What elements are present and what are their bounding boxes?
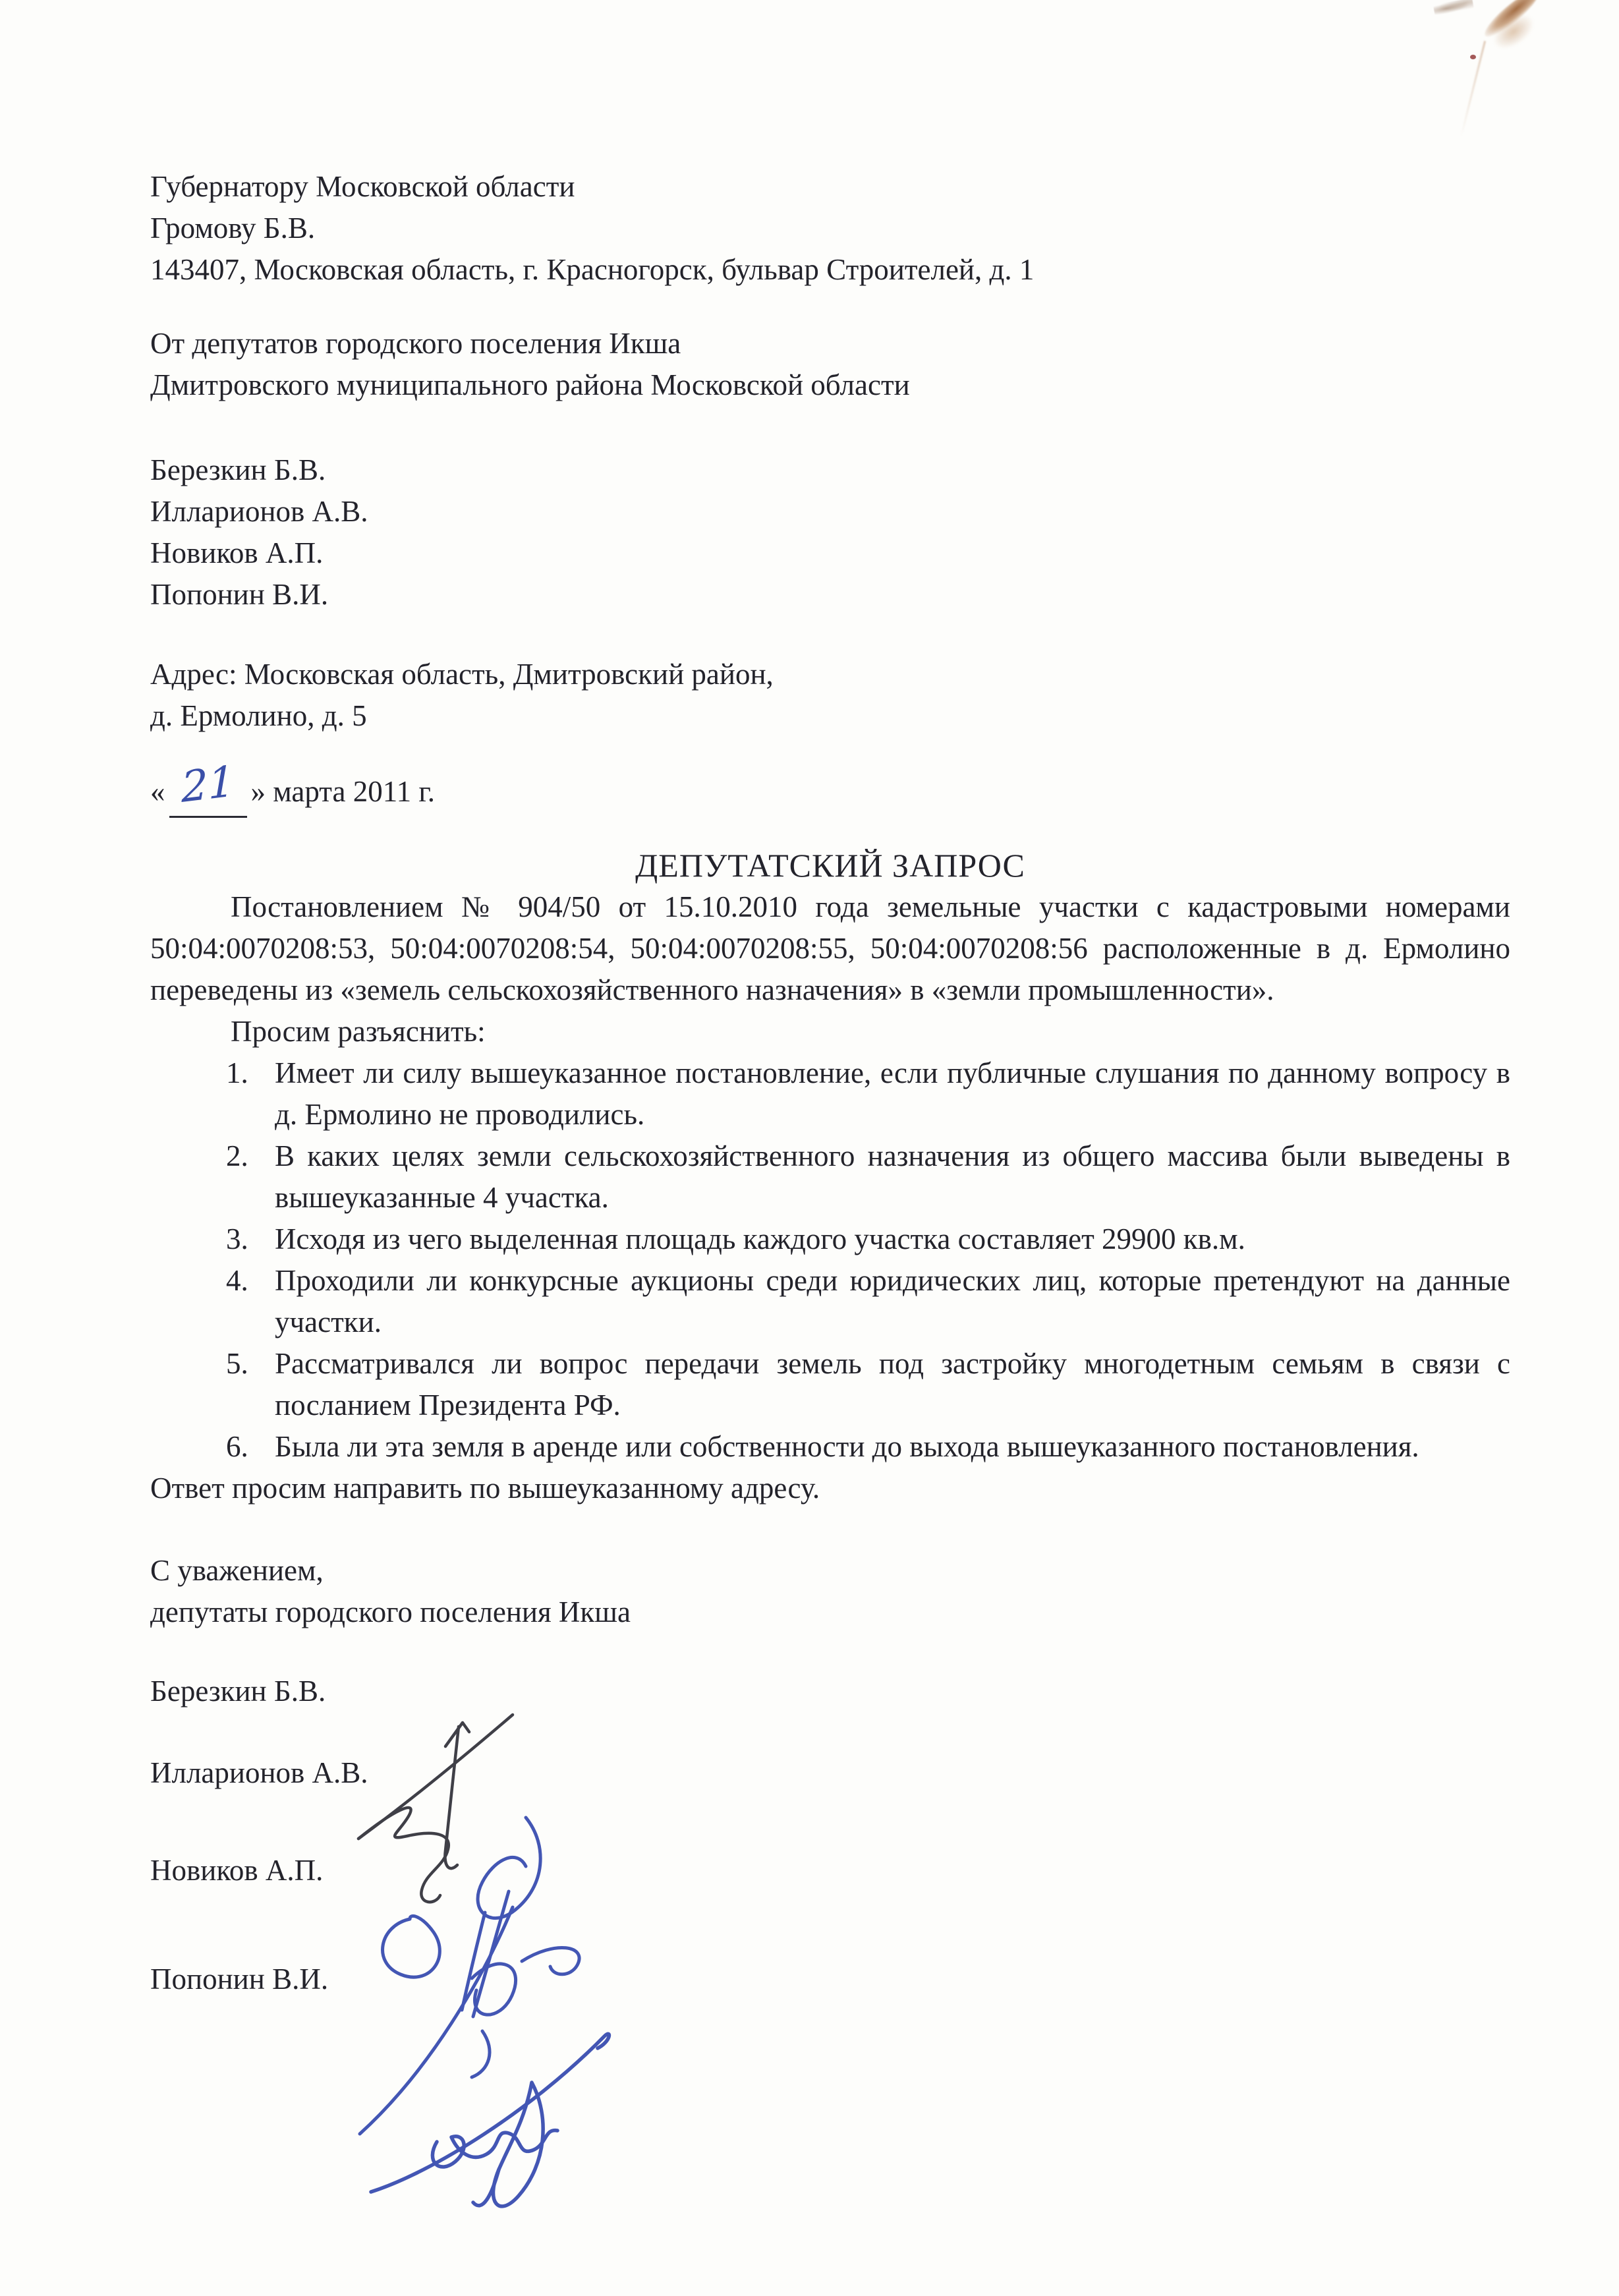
date-open-quote: « bbox=[150, 775, 165, 808]
date-close-quote: » bbox=[250, 775, 266, 808]
recipient-line: 143407, Московская область, г. Красногорск, бульвар Строителей, д. 1 bbox=[150, 253, 1035, 286]
date-tail: марта 2011 г. bbox=[273, 775, 435, 808]
sender-line: От депутатов городского поселения Икша bbox=[150, 327, 681, 360]
date-line bbox=[150, 757, 1510, 816]
date-day-underline bbox=[169, 757, 247, 818]
main-paragraph: Постановлением № 904/50 от 15.10.2010 года земельные участки с кадастровыми номерами 50:04:0070208:53, 50:04:0070208:54, 50:04:0070208:55, 50:04:0070208:56 расположенные в д. Ермолино переведены из «земель сельскохозяйственного назначения» в «земли промышленности». bbox=[150, 890, 1510, 1006]
question-item: Исходя из чего выделенная площадь каждого участка составляет 29900 кв.м. bbox=[275, 1222, 1245, 1255]
signature-stroke bbox=[494, 2082, 544, 2206]
signature-row-illarionov bbox=[150, 1752, 1510, 1794]
signature-stroke bbox=[473, 2169, 499, 2206]
recipient-line: Громову Б.В. bbox=[150, 212, 316, 244]
signature-stroke bbox=[472, 2031, 490, 2077]
signature-label: Березкин Б.В. bbox=[150, 1675, 326, 1708]
document-title: ДЕПУТАТСКИЙ ЗАПРОС bbox=[635, 847, 1025, 884]
deputy-name: Попонин В.И. bbox=[150, 578, 329, 611]
question-item: В каких целях земли сельскохозяйственного назначения из общего массива были выведены в вышеуказанные 4 участка. bbox=[275, 1139, 1510, 1214]
recipient-block bbox=[150, 0, 1510, 291]
signature-label: Попонин В.И. bbox=[150, 1963, 329, 1995]
signature-label: Новиков А.П. bbox=[150, 1854, 324, 1887]
signature-label: Илларионов А.В. bbox=[150, 1756, 368, 1789]
signature-row-berezkin bbox=[150, 1671, 1510, 1712]
question-item: Рассматривался ли вопрос передачи земель под застройку многодетным семьям в связи с посланием Президента РФ. bbox=[275, 1347, 1510, 1421]
deputy-name: Новиков А.П. bbox=[150, 536, 324, 569]
questions-list bbox=[150, 1052, 1510, 1468]
letter-body bbox=[150, 0, 1510, 2000]
signature-row-novikov bbox=[150, 1850, 1510, 1891]
closing-request: Ответ просим направить по вышеуказанному адресу. bbox=[150, 1472, 820, 1505]
signoff-line: депутаты городского поселения Икша bbox=[150, 1595, 631, 1628]
address-line: Адрес: Московская область, Дмитровский район, bbox=[150, 658, 774, 691]
deputies-list bbox=[150, 449, 1510, 616]
question-item: Имеет ли силу вышеуказанное постановление, если публичные слушания по данному вопросу в д. Ермолино не проводились. bbox=[275, 1056, 1510, 1131]
signature-stroke bbox=[371, 2034, 609, 2192]
signature-poponin bbox=[359, 2003, 629, 2227]
recipient-line: Губернатору Московской области bbox=[150, 170, 575, 203]
address-block bbox=[150, 654, 1510, 737]
sender-block bbox=[150, 323, 1510, 406]
signature-stroke bbox=[432, 2131, 557, 2167]
request-intro: Просим разъяснить: bbox=[231, 1015, 486, 1048]
sender-line: Дмитровского муниципального района Московской области bbox=[150, 368, 910, 401]
question-item: Была ли эта земля в аренде или собственности до выхода вышеуказанного постановления. bbox=[275, 1430, 1419, 1463]
question-item: Проходили ли конкурсные аукционы среди юридических лиц, которые претендуют на данные участки. bbox=[275, 1264, 1510, 1338]
deputy-name: Илларионов А.В. bbox=[150, 495, 368, 528]
signature-row-poponin bbox=[150, 1959, 1510, 2000]
handwritten-day: 21 bbox=[181, 757, 235, 813]
deputy-name: Березкин Б.В. bbox=[150, 453, 326, 486]
signoff-line: С уважением, bbox=[150, 1554, 324, 1587]
address-line: д. Ермолино, д. 5 bbox=[150, 699, 367, 732]
signoff-block bbox=[150, 1550, 1510, 1633]
